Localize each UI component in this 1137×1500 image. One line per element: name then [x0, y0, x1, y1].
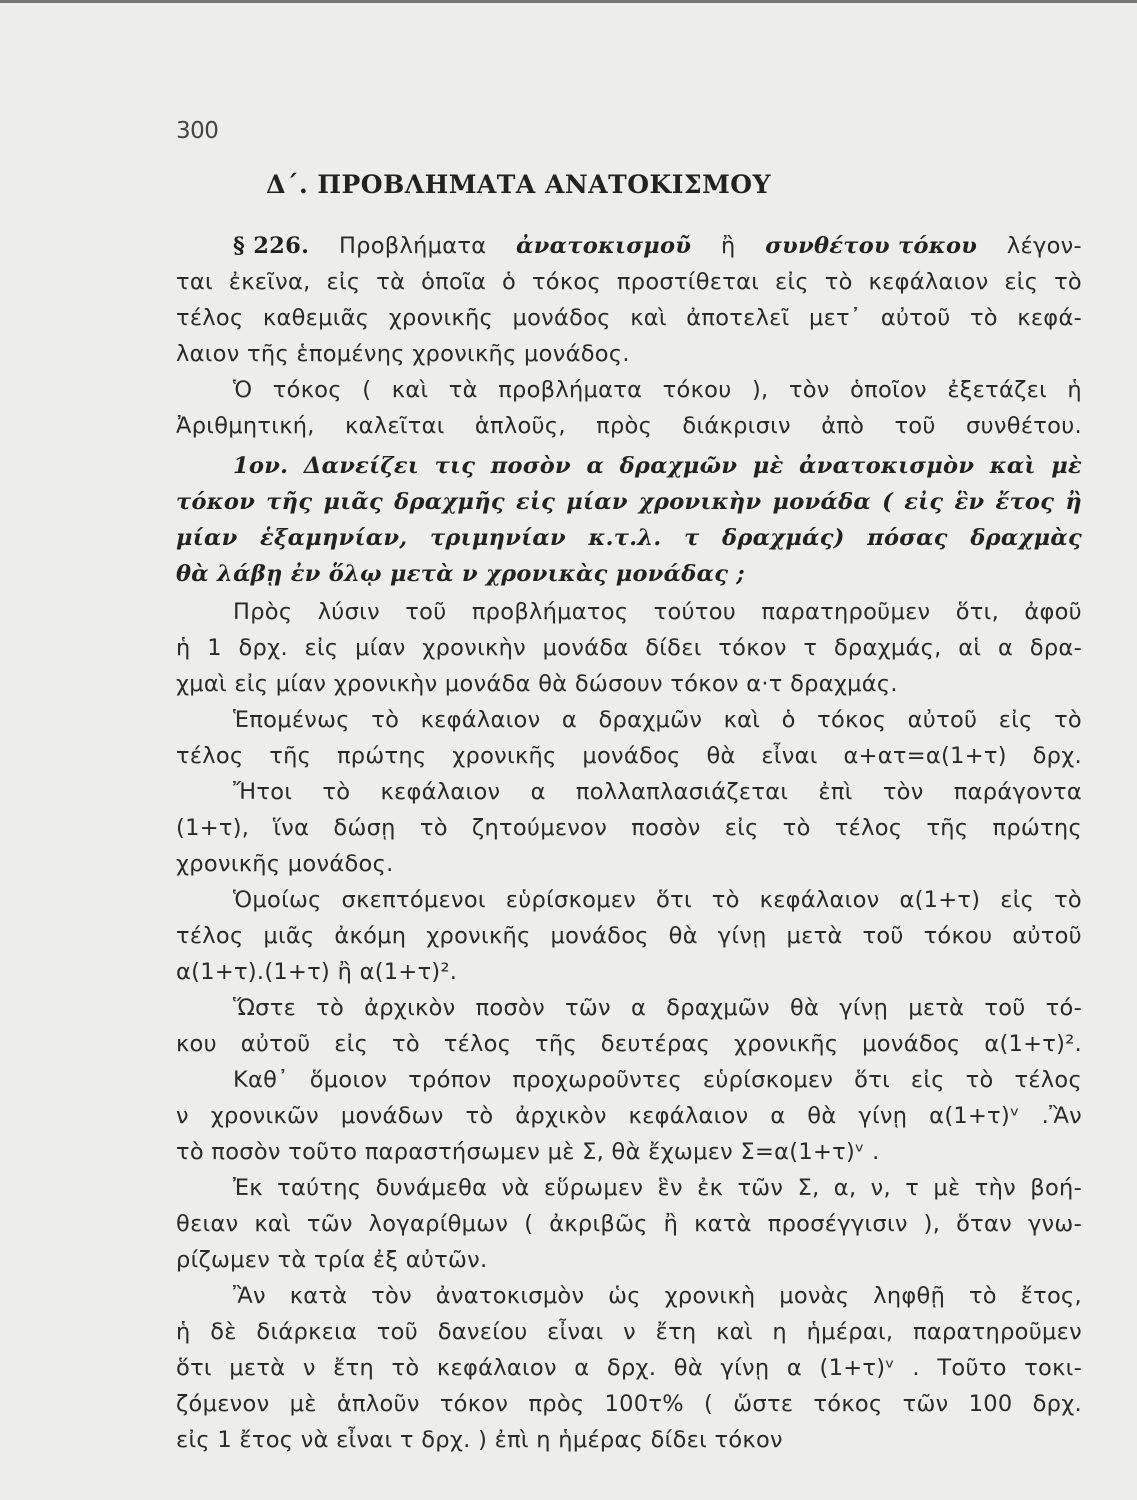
paragraph-line: Ὥστε τὸ ἀρχικὸν ποσὸν τῶν α δραχμῶν θὰ γίνῃ μετὰ τοῦ τό- [233, 995, 1082, 1021]
paragraph-line: Ὁμοίως σκεπτόμενοι εὑρίσκομεν ὅτι τὸ κεφάλαιον α(1+τ) εἰς τὸ [233, 887, 1082, 913]
paragraph-line: λαιον τῆς ἑπομένης χρονικῆς μονάδος. [176, 341, 630, 367]
paragraph-line: τέλος μιᾶς ἀκόμη χρονικῆς μονάδος θὰ γίνῃ μετὰ τοῦ τόκου αὐτοῦ [176, 923, 1082, 949]
paragraph-line: Ἑπομένως τὸ κεφάλαιον α δραχμῶν καὶ ὁ τόκος αὐτοῦ εἰς τὸ [233, 707, 1082, 733]
problem-statement-line: 1ον. Δανείζει τις ποσὸν α δραχμῶν μὲ ἀνατοκισμὸν καὶ μὲ [233, 453, 1082, 479]
paragraph-line: ρίζωμεν τὰ τρία ἐξ αὐτῶν. [176, 1247, 488, 1273]
paragraph-line: Ἤτοι τὸ κεφάλαιον α πολλαπλασιάζεται ἐπὶ τὸν παράγοντα [233, 779, 1082, 805]
paragraph-line: τέλος τῆς πρώτης χρονικῆς μονάδος θὰ εἶναι α+ατ=α(1+τ) δρχ. [176, 743, 1082, 769]
paragraph-line: Πρὸς λύσιν τοῦ προβλήματος τούτου παρατηροῦμεν ὅτι, ἀφοῦ [233, 599, 1082, 625]
problem-statement-line: τόκον τῆς μιᾶς δραχμῆς εἰς μίαν χρονικὴν μονάδα ( εἰς ἓν ἔτος ἢ [176, 489, 1082, 515]
paragraph-line: ζόμενον μὲ ἁπλοῦν τόκον πρὸς 100τ% ( ὥστε τόκος τῶν 100 δρχ. [176, 1391, 1082, 1417]
paragraph-line: Ἐκ ταύτης δυνάμεθα νὰ εὕρωμεν ἓν ἐκ τῶν Σ, α, ν, τ μὲ τὴν βοή- [233, 1175, 1082, 1201]
problem-statement-line: μίαν ἑξαμηνίαν, τριμηνίαν κ.τ.λ. τ δραχμάς) πόσας δραχμὰς [176, 525, 1082, 551]
problem-statement-line: θὰ λάβῃ ἐν ὅλῳ μετὰ ν χρονικὰς μονάδας ; [176, 561, 745, 587]
paragraph-line: ὅτι μετὰ ν ἔτη τὸ κεφάλαιον α δρχ. θὰ γίνῃ α (1+τ)ᵛ . Τοῦτο τοκι- [176, 1355, 1082, 1381]
paragraph-line: τέλος καθεμιᾶς χρονικῆς μονάδος καὶ ἀποτελεῖ μετ᾽ αὐτοῦ τὸ κεφά- [176, 305, 1082, 331]
paragraph-line: ἡ 1 δρχ. εἰς μίαν χρονικὴν μονάδα δίδει τόκον τ δραχμάς, αἱ α δρα- [176, 635, 1082, 661]
term-composite-interest: συνθέτου τόκου [765, 233, 978, 259]
paragraph-line: ν χρονικῶν μονάδων τὸ ἀρχικὸν κεφάλαιον α θὰ γίνῃ α(1+τ)ᵛ .Ἂν [176, 1103, 1082, 1129]
paragraph-line: εἰς 1 ἔτος νὰ εἶναι τ δρχ. ) ἐπὶ η ἡμέρας δίδει τόκον [176, 1427, 783, 1453]
paragraph-line: Ἀριθμητική, καλεῖται ἁπλοῦς, πρὸς διάκρισιν ἀπὸ τοῦ συνθέτου. [176, 413, 1082, 439]
paragraph-line: Ὁ τόκος ( καὶ τὰ προβλήματα τόκου ), τὸν ὁποῖον ἐξετάζει ἡ [233, 377, 1082, 403]
paragraph-line: χρονικῆς μονάδος. [176, 851, 394, 877]
paragraph-line: ται ἐκεῖνα, εἰς τὰ ὁποῖα ὁ τόκος προστίθεται εἰς τὸ κεφάλαιον εἰς τὸ [176, 269, 1082, 295]
page-number: 300 [176, 118, 219, 144]
paragraph-line: (1+τ), ἵνα δώσῃ τὸ ζητούμενον ποσὸν εἰς τὸ τέλος τῆς πρώτης [176, 815, 1082, 841]
paragraph-line: Ἂν κατὰ τὸν ἀνατοκισμὸν ὡς χρονικὴ μονὰς ληφθῇ τὸ ἔτος, [233, 1283, 1082, 1309]
paragraph-line: Καθ᾽ ὅμοιον τρόπον προχωροῦντες εὑρίσκομεν ὅτι εἰς τὸ τέλος [233, 1067, 1082, 1093]
paragraph-line: τὸ ποσὸν τοῦτο παραστήσωμεν μὲ Σ, θὰ ἔχωμεν Σ=α(1+τ)ᵛ . [176, 1139, 880, 1165]
page-title: Δ΄. ΠΡΟΒΛΗΜΑΤΑ ΑΝΑΤΟΚΙΣΜΟΥ [266, 170, 771, 199]
section-number: § 226. [233, 233, 310, 259]
page-top-edge [0, 0, 1137, 3]
term-compound-interest: ἀνατοκισμοῦ [516, 233, 692, 259]
paragraph-line: θειαν καὶ τῶν λογαρίθμων ( ἀκριβῶς ἢ κατὰ προσέγγισιν ), ὅταν γνω- [176, 1211, 1082, 1237]
paragraph-line: ἡ δὲ διάρκεια τοῦ δανείου εἶναι ν ἔτη καὶ η ἡμέραι, παρατηροῦμεν [176, 1319, 1082, 1345]
formula-line: α(1+τ).(1+τ) ἢ α(1+τ)². [176, 959, 458, 985]
paragraph-line: § 226. Προβλήματα ἀνατοκισμοῦ ἢ συνθέτου τόκου λέγον- [233, 228, 1082, 264]
paragraph-line: χμαὶ εἰς μίαν χρονικὴν μονάδα θὰ δώσουν τόκον α·τ δραχμάς. [176, 671, 898, 697]
paragraph-line: κου αὐτοῦ εἰς τὸ τέλος τῆς δευτέρας χρονικῆς μονάδος α(1+τ)². [176, 1031, 1082, 1057]
